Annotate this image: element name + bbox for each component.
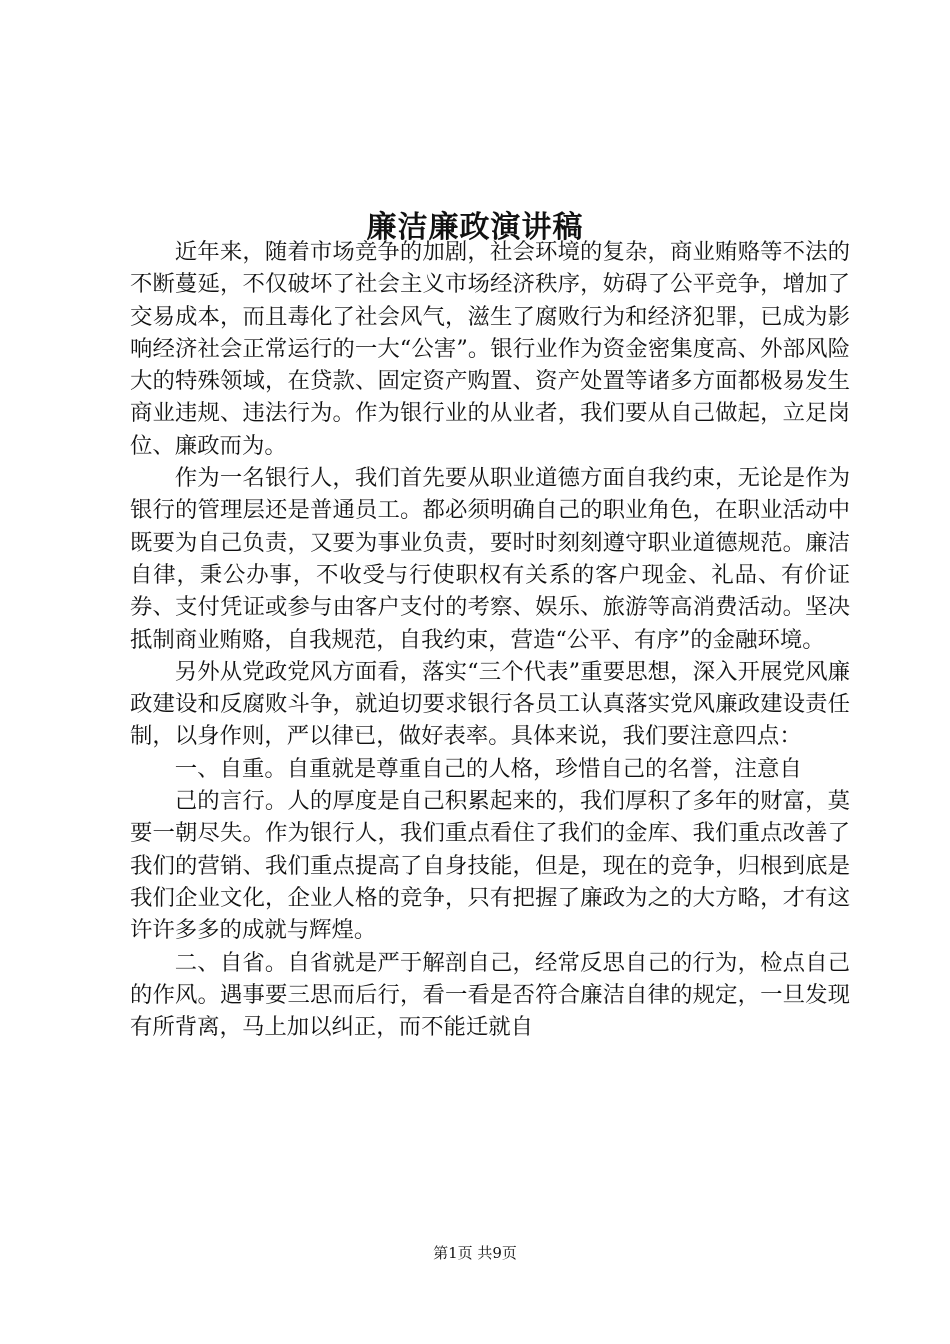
page-footer: 第1页 共9页 <box>433 1244 517 1262</box>
page-title: 廉洁廉政演讲稿 <box>366 210 584 246</box>
paragraph-point-one-heading: 一、自重。自重就是尊重自己的人格，珍惜自己的名誉，注意自 <box>174 755 802 782</box>
document-body <box>130 236 850 1043</box>
paragraph-intro: 近年来，随着市场竞争的加剧，社会环境的复杂，商业贿赂等不法的不断蔓延，不仅破坏了社会主义市场经济秩序，妨碍了公平竞争，增加了交易成本，而且毒化了社会风气，滋生了腐败行为和经济犯罪，已成为影响经济社会正常运行的一大“公害”。银行业作为资金密集度高、外部风险大的特殊领域，在贷款、固定资产购置、资产处置等诸多方面都极易发生商业违规、违法行为。作为银行业的从业者，我们要从自己做起，立足岗位、廉政而为。 <box>130 239 850 459</box>
paragraph-point-two: 二、自省。自省就是严于解剖自己，经常反思自己的行为，检点自己的作风。遇事要三思而后行，看一看是否符合廉洁自律的规定，一旦发现有所背离，马上加以纠正，而不能迁就自 <box>130 949 850 1041</box>
paragraph-party-conduct: 另外从党政党风方面看，落实“三个代表”重要思想，深入开展党风廉政建设和反腐败斗争，就迫切要求银行各员工认真落实党风廉政建设责任制，以身作则，严以律已，做好表率。具体来说，我们要注意四点： <box>130 658 850 750</box>
paragraph-professional-ethics: 作为一名银行人，我们首先要从职业道德方面自我约束，无论是作为银行的管理层还是普通员工。都必须明确自己的职业角色，在职业活动中既要为自己负责，又要为事业负责，要时时刻刻遵守职业道德规范。廉洁自律，秉公办事，不收受与行使职权有关系的客户现金、礼品、有价证券、支付凭证或参与由客户支付的考察、娱乐、旅游等高消费活动。坚决抵制商业贿赂，自我规范，自我约束，营造“公平、有序”的金融环境。 <box>130 465 850 653</box>
paragraph-point-one-body: 己的言行。人的厚度是自己积累起来的，我们厚积了多年的财富，莫要一朝尽失。作为银行人，我们重点看住了我们的金库、我们重点改善了我们的营销、我们重点提高了自身技能，但是，现在的竞争，归根到底是我们企业文化，企业人格的竞争，只有把握了廉政为之的大方略，才有这许许多多的成就与辉煌。 <box>130 788 850 944</box>
